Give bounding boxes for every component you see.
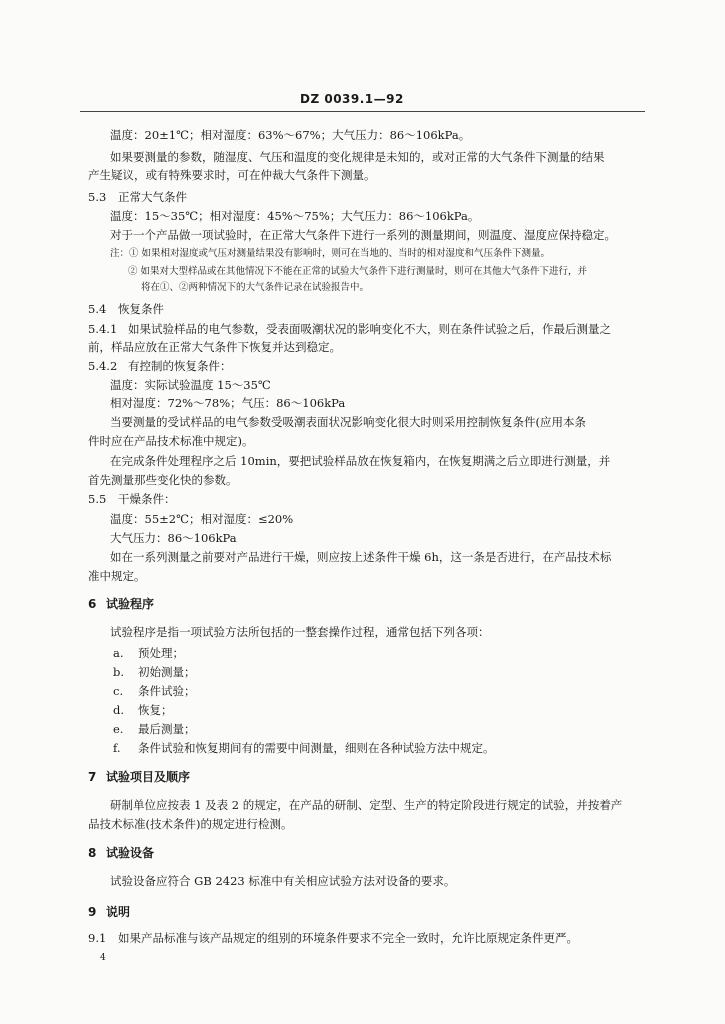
text-line: 试验程序是指一项试验方法所包括的一整套操作过程，通常包括下列各项： xyxy=(110,625,490,639)
text-line: 如果试验样品的电气参数，受表面吸潮状况的影响变化不大，则在条件试验之后，作最后测量之 xyxy=(128,322,611,336)
text-line: 品技术标准(技术条件)的规定进行检测。 xyxy=(88,817,293,831)
text-line: 首先测量那些变化快的参数。 xyxy=(88,473,238,487)
list-marker: d. xyxy=(113,703,125,717)
note-line: 将在①、②两种情况下的大气条件记录在试验报告中。 xyxy=(141,282,370,293)
section-number: 5.3 xyxy=(88,190,107,204)
text-line: 如在一系列测量之前要对产品进行干燥，则应按上述条件干燥 6h，这一条是否进行，在产品技术标 xyxy=(110,550,612,564)
section-number: 6 xyxy=(88,597,97,611)
section-number: 5.4.2 xyxy=(88,359,118,373)
section-title: 干燥条件： xyxy=(118,492,176,506)
text-line: 温度：15～35℃；相对湿度：45%～75%；大气压力：86～106kPa。 xyxy=(110,209,480,223)
list-item: 最后测量； xyxy=(138,722,196,736)
text-line: 研制单位应按表 1 及表 2 的规定，在产品的研制、定型、生产的特定阶段进行规定的试验，并按着产 xyxy=(110,798,623,812)
list-item: 条件试验； xyxy=(138,684,196,698)
section-number: 8 xyxy=(88,846,97,860)
list-marker: e. xyxy=(113,722,124,736)
text-line: 温度：实际试验温度 15～35℃ xyxy=(110,378,271,392)
section-title: 有控制的恢复条件： xyxy=(128,359,232,373)
list-marker: b. xyxy=(113,665,125,679)
note-line: 注：① 如果相对湿度或气压对测量结果没有影响时，则可在当地的、当时的相对湿度和气压条件下测量。 xyxy=(110,248,551,259)
section-heading: 试验程序 xyxy=(106,597,155,611)
section-number: 9.1 xyxy=(88,931,107,945)
section-heading: 试验设备 xyxy=(106,846,155,860)
list-item: 条件试验和恢复期间有的需要中间测量，细则在各种试验方法中规定。 xyxy=(138,741,495,755)
list-marker: a. xyxy=(113,646,124,660)
text-line: 产生疑议，或有特殊要求时，可在仲裁大气条件下测量。 xyxy=(88,168,376,182)
text-line: 准中规定。 xyxy=(88,569,146,583)
text-line: 当要测量的受试样品的电气参数受吸潮表面状况影响变化很大时则采用控制恢复条件(应用本条 xyxy=(110,415,586,429)
section-number: 5.4.1 xyxy=(88,322,118,336)
list-item: 预处理； xyxy=(138,646,184,660)
section-number: 5.4 xyxy=(88,302,107,316)
text-line: 大气压力：86～106kPa xyxy=(110,531,237,545)
text-line: 相对湿度：72%～78%；气压：86～106kPa xyxy=(110,396,346,410)
page-number: 4 xyxy=(100,953,106,963)
text-line: 试验设备应符合 GB 2423 标准中有关相应试验方法对设备的要求。 xyxy=(110,874,456,888)
text-line: 前，样品应放在正常大气条件下恢复并达到稳定。 xyxy=(88,340,341,354)
section-title: 正常大气条件 xyxy=(118,190,187,204)
section-title: 恢复条件 xyxy=(118,302,164,316)
text-line: 温度：55±2℃；相对湿度：≤20% xyxy=(110,512,294,526)
text-line: 件时应在产品技术标准中规定)。 xyxy=(88,434,254,448)
text-line: 如果要测量的参数，随湿度、气压和温度的变化规律是未知的，或对正常的大气条件下测量的结果 xyxy=(110,150,605,164)
header-rule xyxy=(80,111,645,112)
section-number: 7 xyxy=(88,770,97,784)
note-line: ② 如果对大型样品或在其他情况下不能在正常的试验大气条件下进行测量时，则可在其他大气条件下进行，并 xyxy=(128,266,588,277)
list-item: 初始测量； xyxy=(138,665,196,679)
list-marker: c. xyxy=(113,684,124,698)
list-item: 恢复； xyxy=(138,703,173,717)
section-number: 9 xyxy=(88,905,97,919)
list-marker: f. xyxy=(113,741,121,755)
text-line: 对于一个产品做一项试验时，在正常大气条件下进行一系列的测量期间，则温度、湿度应保持稳定。 xyxy=(110,228,616,242)
text-line: 温度：20±1℃；相对湿度：63%～67%；大气压力：86～106kPa。 xyxy=(110,128,471,142)
text-line: 在完成条件处理程序之后 10min，要把试验样品放在恢复箱内，在恢复期满之后立即进行测量，并 xyxy=(110,454,611,468)
section-heading: 试验项目及顺序 xyxy=(106,770,191,784)
document-code: DZ 0039.1—92 xyxy=(300,92,404,106)
text-line: 如果产品标准与该产品规定的组别的环境条件要求不完全一致时，允许比原规定条件更严。 xyxy=(118,931,578,945)
section-number: 5.5 xyxy=(88,492,107,506)
section-heading: 说明 xyxy=(106,905,131,919)
